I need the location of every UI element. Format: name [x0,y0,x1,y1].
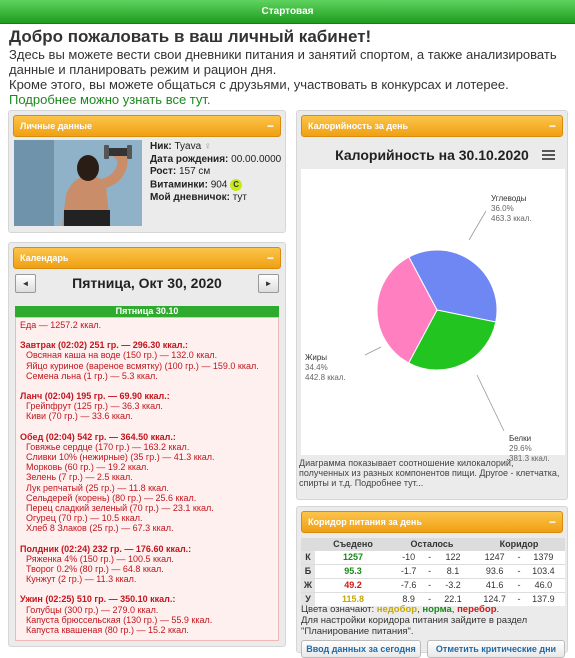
corridor-to: 1379 [522,550,565,564]
page-title: Стартовая [261,6,314,17]
minimize-icon[interactable]: − [548,515,556,529]
left-to: 122 [433,550,473,564]
avatar [14,140,142,226]
column-header: Осталось [391,538,473,550]
birth-date: 00.00.0000 [231,153,282,165]
column-header [301,538,315,550]
calendar-date: Пятница, Окт 30, 2020 [72,275,222,291]
label-connector [365,347,381,355]
calories-header [301,115,563,137]
meal-header[interactable]: Обед (02:04) 542 гр. — 364.50 ккал.: [20,431,176,442]
calendar-panel [8,242,286,647]
meal-header[interactable]: Завтрак (02:02) 251 гр. — 296.30 ккал.: [20,340,189,351]
left-separator: - [428,566,432,576]
corridor-separator: - [517,580,521,590]
meal-item: Сливки 10% (нежирные) (35 гр.) — 41.3 ккал. [26,452,215,463]
calories-title: Калорийность за день [308,121,409,131]
left-from: 8.9 [391,592,426,606]
meal-header[interactable]: Ужин (02:25) 510 гр. — 350.10 ккал.: [20,594,176,605]
eaten-value: 49.2 [315,578,391,592]
label-connector [469,211,486,240]
corridor-header [301,511,563,533]
height-value: 157 см [178,166,211,177]
slice-percent: 34.4% [305,363,328,372]
eaten-value: 115.8 [315,592,391,606]
meal-item: Перец сладкий зеленый (70 гр.) — 23.1 ккал. [26,503,214,514]
left-to: -3.2 [433,578,473,592]
enter-data-button[interactable]: Ввод данных за сегодня [301,640,421,658]
corridor-table [301,538,565,606]
mark-critical-days-button[interactable]: Отметить критические дни [427,640,565,658]
meal-item: Кунжут (2 гр.) — 11.3 ккал. [26,574,137,585]
slice-label: Белки [509,434,532,443]
meal-item: Ряженка 4% (150 гр.) — 100.5 ккал. [26,553,174,564]
eaten-value: 95.3 [315,564,391,578]
left-from: -7.6 [391,578,426,592]
left-to: 8.1 [433,564,473,578]
meal-item: Зелень (7 гр.) — 2.5 ккал. [26,472,133,483]
prev-day-button[interactable]: ◄ [15,274,36,293]
calendar-title: Календарь [20,253,69,263]
corridor-to: 46.0 [522,578,565,592]
minimize-icon[interactable]: − [266,119,274,133]
meal-item: Говяжье сердце (170 гр.) — 163.2 ккал. [26,441,190,452]
minimize-icon[interactable]: − [548,119,556,133]
meal-spacer [20,534,274,544]
day-bar: Пятница 30.10 [15,306,279,317]
meal-item: Грейпфрут (125 гр.) — 36.3 ккал. [26,401,163,412]
food-total: Еда — 1257.2 ккал. [20,320,102,330]
meal-item: Хлеб 8 Злаков (25 гр.) — 67.3 ккал. [26,523,174,534]
meal-item: Семена льна (1 гр.) — 5.3 ккал. [26,370,158,381]
slice-value: 381.3 ккал. [509,454,550,463]
corridor-from: 93.6 [473,564,516,578]
food-diary [15,317,279,641]
slice-label: Жиры [305,353,328,362]
meal-item: Капуста брюссельская (130 гр.) — 55.9 ккал. [26,614,213,625]
column-header: Коридор [473,538,565,550]
welcome-section [9,27,569,107]
meal-spacer [20,381,274,391]
table-row [301,564,565,578]
corridor-note: Цвета означают: недобор, норма, перебор. Для настройки коридора питания зайдите в раздел "Планирование питания". [301,604,528,637]
row-key: Б [301,564,315,578]
personal-data-title: Личные данные [20,121,92,131]
minimize-icon[interactable]: − [266,251,274,265]
personal-info: Ник: Tyava ♀ Дата рождения: 00.00.0000 Рост: 157 см Витаминки: 904 C Мой дневничок: тут [150,141,282,203]
left-separator: - [426,592,433,606]
table-row [301,578,565,592]
corridor-title: Коридор питания за день [308,517,422,527]
corridor-from: 124.7 [473,592,516,606]
meal-item: Овсяная каша на воде (150 гр.) — 132.0 ккал. [26,350,218,361]
menu-icon[interactable] [542,149,555,161]
corridor-to: 103.4 [522,564,565,578]
top-navigation-bar [0,0,575,24]
calendar-header [13,247,281,269]
meal-item: Голубцы (300 гр.) — 279.0 ккал. [26,604,159,615]
personal-data-panel [8,110,286,233]
slice-label: Углеводы [491,194,527,203]
more-info-link[interactable]: Подробнее можно узнать все тут. [9,92,211,107]
left-from: -10 [391,550,426,564]
slice-value: 463.3 ккал. [491,214,532,223]
meal-item: Творог 0.2% (80 гр.) — 64.8 ккал. [26,564,164,575]
meal-header[interactable]: Полдник (02:24) 232 гр. — 176.60 ккал.: [20,543,192,554]
vitamin-icon: C [230,179,242,191]
welcome-text-1: Здесь вы можете вести свои дневники питания и занятий спортом, а также анализировать данные и планировать режим и рацион дня. [9,47,557,77]
nutrition-corridor-panel [296,506,568,653]
meal-spacer [20,422,274,432]
welcome-text-2: Кроме этого, вы можете общаться с друзьями, участвовать в конкурсах и лотерее. Подробнее можно узнать все тут. [9,77,509,107]
meal-item: Огурец (70 гр.) — 10.5 ккал. [26,513,143,524]
left-separator: - [428,580,432,590]
chart-title: Калорийность на 30.10.2020 [335,147,529,163]
meal-item: Яйцо куриное (вареное всмятку) (100 гр.) — 159.0 ккал. [26,360,259,371]
table-row [301,550,565,564]
label-connector [477,375,504,431]
corridor-to: 137.9 [522,592,565,606]
gender-icon: ♀ [203,141,212,152]
eaten-value: 1257 [315,550,391,564]
diary-link[interactable]: тут [232,191,247,203]
meal-item: Сельдерей (корень) (80 гр.) — 25.6 ккал. [26,492,197,503]
column-header: Съедено [315,538,391,550]
personal-data-header [13,115,281,137]
meal-spacer [20,330,274,340]
corridor-separator: - [517,566,521,576]
meal-item: Морковь (60 гр.) — 19.2 ккал. [26,462,149,473]
calorie-chart [301,169,565,463]
row-key: У [301,592,315,606]
next-day-button[interactable]: ► [258,274,279,293]
calories-panel [296,110,568,500]
meal-item: Лук репчатый (25 гр.) — 11.8 ккал. [26,482,169,493]
welcome-heading: Добро пожаловать в ваш личный кабинет! [9,27,372,46]
left-to: 22.1 [433,592,473,606]
corridor-from: 41.6 [473,578,516,592]
meal-header[interactable]: Ланч (02:04) 195 гр. — 69.90 ккал.: [20,391,170,402]
chart-description: Диаграмма показывает соотношение килокалорий, полученных из разных компонентов пищи. Другое - клетчатка, спирты и т.д. Подробнее тут... [299,458,560,488]
slice-percent: 29.6% [509,444,532,453]
meal-item: Капуста квашеная (80 гр.) — 15.2 ккал. [26,625,189,636]
left-from: -1.7 [391,564,426,578]
slice-value: 442.8 ккал. [305,373,346,382]
corridor-from: 1247 [473,550,516,564]
table-header-row [301,538,565,550]
slice-percent: 36.0% [491,204,514,213]
corridor-separator: - [517,552,521,562]
meal-list [20,330,274,635]
left-separator: - [428,552,432,562]
vitamins-value: 904 [210,179,228,191]
meal-spacer [20,584,274,594]
row-key: Ж [301,578,315,592]
meal-item: Киви (70 гр.) — 33.6 ккал. [26,411,133,422]
corridor-separator: - [516,592,522,606]
row-key: К [301,550,315,564]
nickname: Tyava [174,141,202,152]
